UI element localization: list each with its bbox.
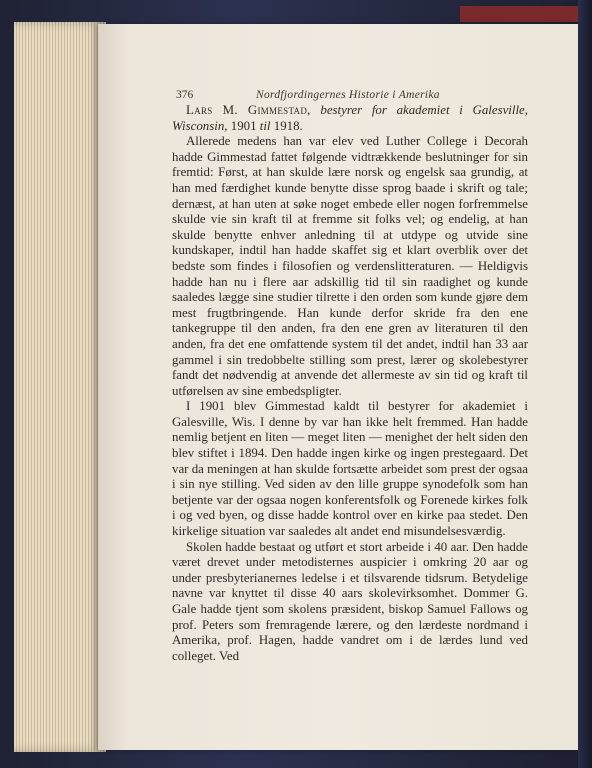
running-head: Nordfjordingernes Historie i Amerika: [256, 89, 440, 101]
entry-year-end: 1918.: [273, 118, 303, 133]
page-number: 376: [176, 89, 194, 101]
cover-edge: [578, 0, 592, 768]
body-text: [172, 103, 528, 664]
paragraph: Allerede medens han var elev ved Luther College i Decorah hadde Gimmestad fattet følgende vidtrækkende beslutninger for sin fremtid: Først, at han skulde lære norsk og engelsk saa grundig, at han med færdighet kunde benytte disse sprog baade i skrift og tale; dernæst, at han uten at søke noget embede eller nogen forfremmelse skulde vie sin kraft til at fremme sit folks vel; og endelig, at han skulde benytte enhver anledning til at utdype og utvide sine kundskaper, indtil han hadde skaffet sig et klart overblik over det bedste som findes i filosofien og verdenslitteraturen. — Heldigvis hadde han nu i flere aar adskillig tid til sin raadighet og kunde saaledes lægge sine studier tilrette i den orden som kunde gjøre dem mest frugtbringende. Han kunde derfor skride fra den ene tankegruppe til den anden, fra den ene gren av literaturen til den anden, fra det ene omfattende system til det andet, indtil han 33 aar gammel i sin tredobbelte stilling som prest, lærer og skolebestyrer fandt det nødvendig at anvende det allermeste av sin tid og kraft til utførelsen av sine embedspligter.: [172, 134, 528, 398]
entry-year-til: til: [259, 118, 271, 133]
paragraph: Skolen hadde bestaat og utført et stort arbeide i 40 aar. Den hadde været drevet under metodisternes auspicier i omkring 20 aar og under presbyterianernes ledelse i et tilsvarende tidsrum. Betydelige navne var knyttet til disse 40 aars skolevirksomhet. Dommer G. Gale hadde tjent som skolens præsident, biskop Samuel Fallows og prof. Peters som fremragende lærere, og den lærdeste nordmand i Amerika, prof. Hagen, hadde vandret om i de lærdes lund ved colleget. Ved: [172, 539, 528, 663]
page-edges: [14, 22, 106, 752]
entry-name: Lars M. Gimmestad,: [186, 103, 311, 117]
entry-heading: [172, 103, 528, 134]
cover-spine-band: [460, 6, 592, 22]
entry-title: bestyrer for akademiet i Galesville, Wisconsin,: [172, 103, 528, 133]
entry-year-start: 1901: [230, 118, 257, 133]
paragraph: I 1901 blev Gimmestad kaldt til bestyrer for akademiet i Galesville, Wis. I denne by var han ikke helt fremmed. Han hadde nemlig betjent en liten — meget liten — menighet der helt siden den blev stiftet i 1894. Den hadde ingen kirke og ingen prestegaard. Det var da meningen at han skulde fortsætte arbeidet som prest der ogsaa i sin nye stilling. Ved siden av den lille gruppe synodefolk som han betjente var der ogsaa nogen konferentsfolk og Forenede kirkes folk i og ved byen, og disse hadde kontrol over en kirke paa stedet. Den kirkelige situation var saaledes alt andet end misundelsesværdig.: [172, 399, 528, 539]
